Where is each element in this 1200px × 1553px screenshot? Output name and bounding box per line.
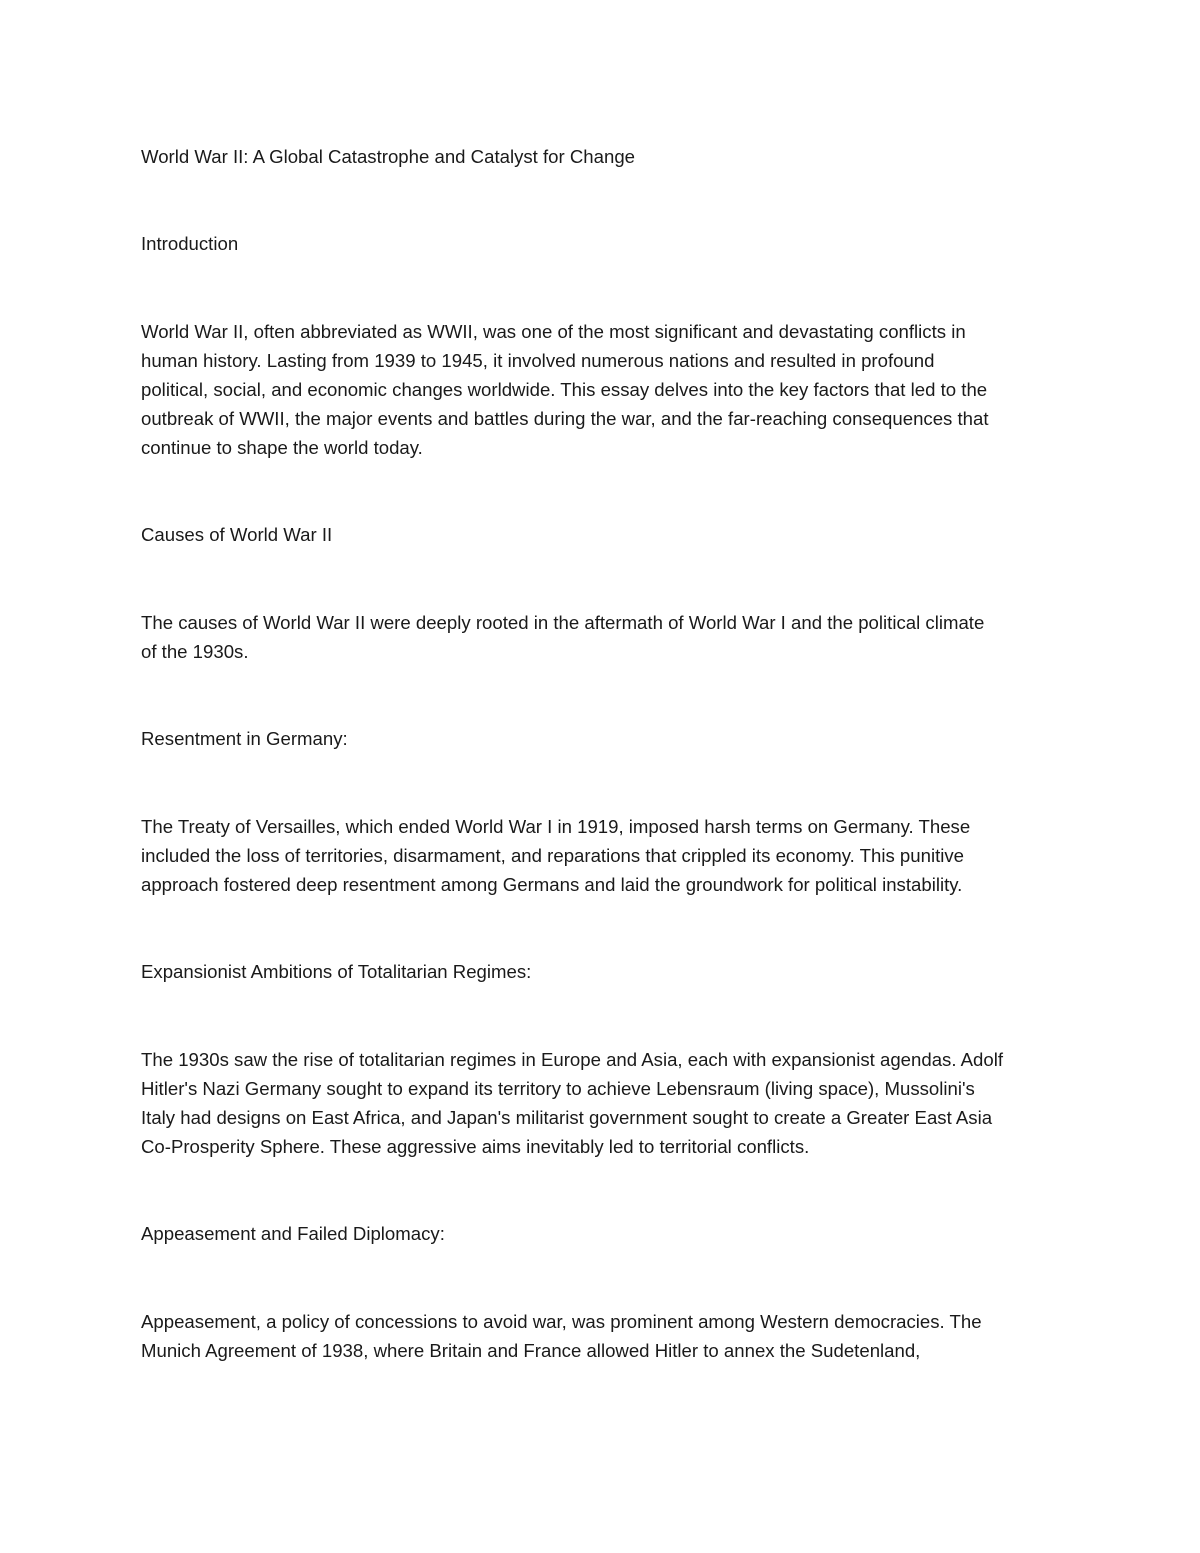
document-title: World War II: A Global Catastrophe and Catalyst for Change — [141, 146, 636, 167]
paragraph-expansionist — [141, 1045, 1003, 1161]
paragraph-resentment — [141, 812, 970, 899]
paragraph-line: outbreak of WWII, the major events and battles during the war, and the far-reaching consequences that — [141, 408, 989, 429]
paragraph-line: The 1930s saw the rise of totalitarian regimes in Europe and Asia, each with expansionist agendas. Adolf — [141, 1049, 1004, 1070]
paragraph-line: The causes of World War II were deeply rooted in the aftermath of World War I and the political climate — [141, 612, 985, 633]
paragraph-line: human history. Lasting from 1939 to 1945, it involved numerous nations and resulted in profound — [141, 350, 935, 371]
paragraph-line: World War II, often abbreviated as WWII, was one of the most significant and devastating conflicts in — [141, 321, 966, 342]
paragraph-line: Co-Prosperity Sphere. These aggressive aims inevitably led to territorial conflicts. — [141, 1136, 810, 1157]
paragraph-line: included the loss of territories, disarmament, and reparations that crippled its economy. This punitive — [141, 845, 965, 866]
paragraph-causes — [141, 608, 984, 666]
paragraph-appeasement — [141, 1307, 982, 1365]
paragraph-line: Munich Agreement of 1938, where Britain and France allowed Hitler to annex the Sudetenland, — [141, 1340, 921, 1361]
section-heading-expansionist: Expansionist Ambitions of Totalitarian Regimes: — [141, 961, 532, 982]
paragraph-introduction — [141, 317, 989, 462]
paragraph-line: Hitler's Nazi Germany sought to expand its territory to achieve Lebensraum (living space), Mussolini's — [141, 1078, 975, 1099]
paragraph-line: of the 1930s. — [141, 641, 249, 662]
paragraph-line: political, social, and economic changes worldwide. This essay delves into the key factors that led to the — [141, 379, 988, 400]
paragraph-line: The Treaty of Versailles, which ended World War I in 1919, imposed harsh terms on Germany. These — [141, 816, 971, 837]
section-heading-resentment: Resentment in Germany: — [141, 728, 348, 749]
paragraph-line: approach fostered deep resentment among Germans and laid the groundwork for political instability. — [141, 874, 963, 895]
paragraph-line: Appeasement, a policy of concessions to avoid war, was prominent among Western democracies. The — [141, 1311, 982, 1332]
paragraph-line: continue to shape the world today. — [141, 437, 423, 458]
paragraph-line: Italy had designs on East Africa, and Japan's militarist government sought to create a Greater East Asia — [141, 1107, 993, 1128]
section-heading-appeasement: Appeasement and Failed Diplomacy: — [141, 1223, 445, 1244]
section-heading-introduction: Introduction — [141, 233, 239, 254]
section-heading-causes: Causes of World War II — [141, 524, 333, 545]
